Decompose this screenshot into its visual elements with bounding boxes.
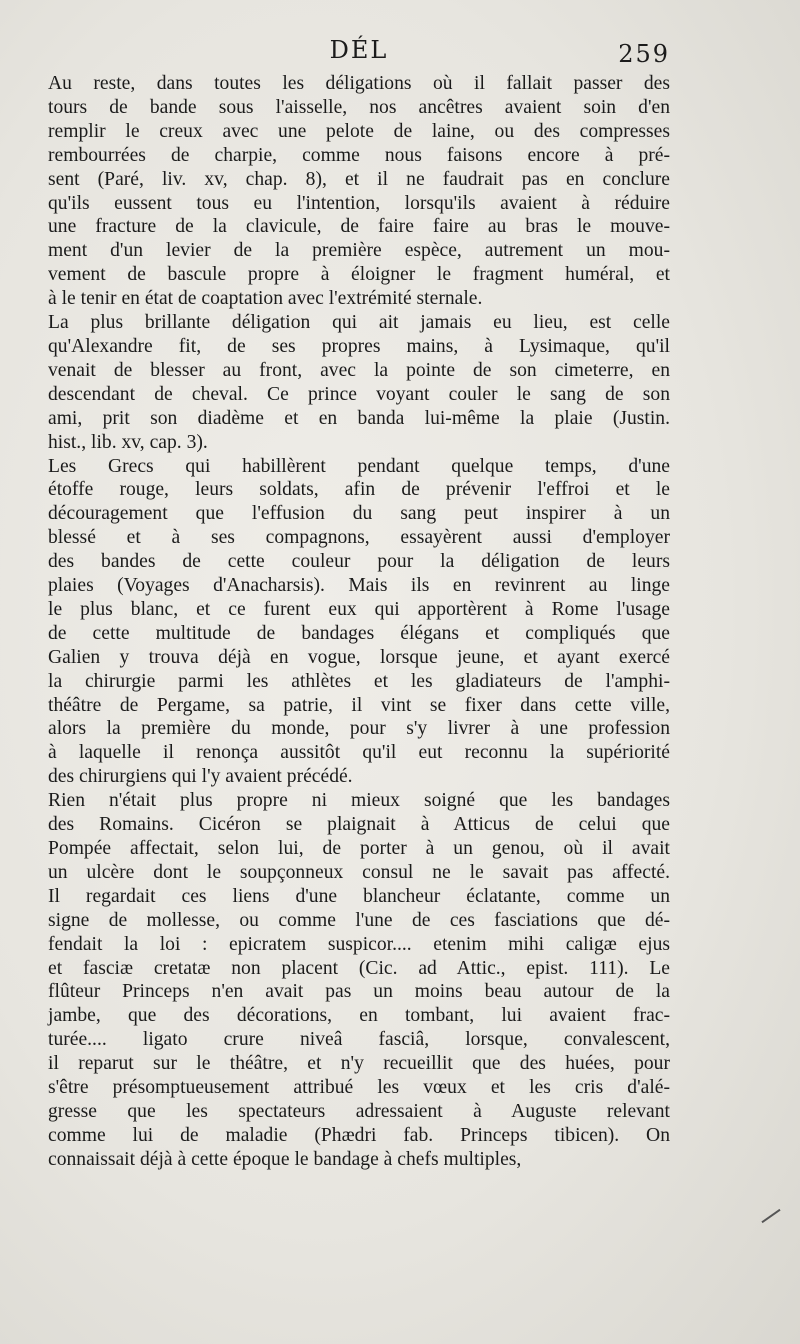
text-line: Il regardait ces liens d'une blancheur éclatante, comme un bbox=[48, 885, 670, 907]
text-line: fendait la loi : epicratem suspicor.... etenim mihi caligæ ejus bbox=[48, 933, 670, 955]
text-line: La plus brillante déligation qui ait jamais eu lieu, est celle bbox=[48, 312, 670, 334]
text-line: gresse que les spectateurs adressaient à Auguste relevant bbox=[48, 1100, 670, 1122]
text-line: signe de mollesse, ou comme l'une de ces fasciations que dé- bbox=[48, 909, 670, 931]
text-line: sent (Paré, liv. xv, chap. 8), et il ne faudrait pas en conclure bbox=[48, 168, 670, 190]
text-line: s'être présomptueusement attribué les vœux et les cris d'alé- bbox=[48, 1077, 670, 1099]
paragraph bbox=[48, 72, 670, 311]
text-line: plaies (Voyages d'Anacharsis). Mais ils en revinrent au linge bbox=[48, 575, 670, 597]
text-line: de cette multitude de bandages élégans et compliqués que bbox=[48, 622, 670, 644]
running-head: DÉL bbox=[329, 36, 389, 64]
text-line: le plus blanc, et ce furent eux qui apportèrent à Rome l'usage bbox=[48, 598, 670, 620]
text-line: à le tenir en état de coaptation avec l'extrémité sternale. bbox=[48, 288, 483, 310]
text-line: des bandes de cette couleur pour la déligation de leurs bbox=[48, 551, 670, 573]
text-line: un ulcère dont le soupçonneux consul ne le savait pas affecté. bbox=[48, 861, 670, 883]
text-line: hist., lib. xv, cap. 3). bbox=[48, 431, 208, 453]
text-line: qu'Alexandre fit, de ses propres mains, à Lysimaque, qu'il bbox=[48, 335, 670, 357]
margin-mark bbox=[761, 1209, 780, 1223]
text-line: connaissait déjà à cette époque le bandage à chefs multiples, bbox=[48, 1148, 522, 1170]
text-line: blessé et à ses compagnons, essayèrent aussi d'employer bbox=[48, 527, 670, 549]
text-line: théâtre de Pergame, sa patrie, il vint se fixer dans cette ville, bbox=[48, 694, 670, 716]
text-line: à laquelle il renonça aussitôt qu'il eut reconnu la supériorité bbox=[48, 742, 670, 764]
body-text bbox=[48, 72, 670, 1172]
text-line: flûteur Princeps n'en avait pas un moins beau autour de la bbox=[48, 981, 670, 1003]
text-line: des chirurgiens qui l'y avaient précédé. bbox=[48, 766, 353, 788]
text-line: des Romains. Cicéron se plaignait à Atticus de celui que bbox=[48, 814, 670, 836]
text-line: tours de bande sous l'aisselle, nos ancêtres avaient soin d'en bbox=[48, 96, 670, 118]
paragraph bbox=[48, 455, 670, 790]
text-line: rembourrées de charpie, comme nous faisons encore à pré- bbox=[48, 144, 670, 166]
text-line: jambe, que des décorations, en tombant, lui avaient frac- bbox=[48, 1005, 670, 1027]
text-line: alors la première du monde, pour s'y livrer à une profession bbox=[48, 718, 670, 740]
text-line: venait de blesser au front, avec la pointe de son cimeterre, en bbox=[48, 359, 670, 381]
text-line: la chirurgie parmi les athlètes et les gladiateurs de l'amphi- bbox=[48, 670, 670, 692]
text-line: il reparut sur le théâtre, et n'y recueillit que des huées, pour bbox=[48, 1053, 670, 1075]
text-line: turée.... ligato crure niveâ fasciâ, lorsque, convalescent, bbox=[48, 1029, 670, 1051]
text-line: Pompée affectait, selon lui, de porter à un genou, où il avait bbox=[48, 838, 670, 859]
text-line: ment d'un levier de la première espèce, autrement un mou- bbox=[48, 240, 670, 262]
text-line: Rien n'était plus propre ni mieux soigné que les bandages bbox=[48, 790, 670, 812]
text-line: et fasciæ cretatæ non placent (Cic. ad Attic., epist. 111). Le bbox=[48, 957, 670, 979]
text-line: une fracture de la clavicule, de faire faire au bras le mouve- bbox=[48, 216, 670, 238]
text-line: remplir le creux avec une pelote de laine, ou des compresses bbox=[48, 120, 670, 142]
text-line: Les Grecs qui habillèrent pendant quelque temps, d'une bbox=[48, 455, 670, 477]
paragraph bbox=[48, 311, 670, 454]
text-line: ami, prit son diadème et en banda lui-même la plaie (Justin. bbox=[48, 407, 670, 429]
page-header bbox=[48, 36, 670, 72]
text-line: qu'ils eussent tous eu l'intention, lorsqu'ils avaient à réduire bbox=[48, 192, 670, 214]
page-number: 259 bbox=[618, 40, 670, 68]
text-line: Galien y trouva déjà en vogue, lorsque jeune, et ayant exercé bbox=[48, 646, 670, 668]
text-line: découragement que l'effusion du sang peut inspirer à un bbox=[48, 503, 670, 525]
text-line: vement de bascule propre à éloigner le fragment huméral, et bbox=[48, 264, 670, 286]
paragraph bbox=[48, 789, 670, 1172]
text-line: étoffe rouge, leurs soldats, afin de prévenir l'effroi et le bbox=[48, 479, 670, 501]
text-line: Au reste, dans toutes les déligations où il fallait passer des bbox=[48, 73, 670, 94]
text-line: descendant de cheval. Ce prince voyant couler le sang de son bbox=[48, 383, 670, 405]
text-line: comme lui de maladie (Phædri fab. Princeps tibicen). On bbox=[48, 1124, 670, 1146]
